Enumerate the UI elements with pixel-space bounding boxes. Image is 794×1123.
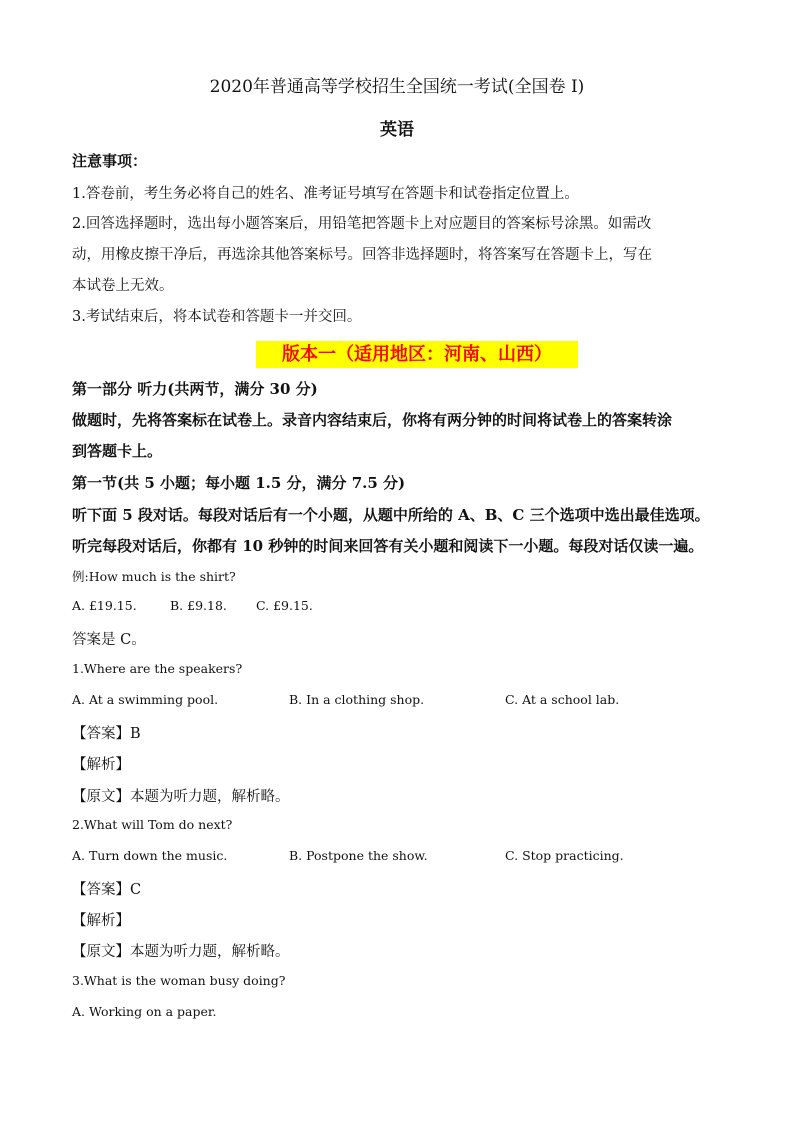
- section1-desc-line-1: 听下面 5 段对话。每段对话后有一个小题，从题中所给的 A、B、C 三个选项中选出最佳选项。: [72, 506, 710, 524]
- part1-heading: 第一部分 听力(共两节，满分 30 分): [72, 380, 318, 398]
- q1-answer: 【答案】B: [72, 726, 141, 742]
- q2-option-a: A. Turn down the music.: [72, 848, 228, 863]
- q2-option-c: C. Stop practicing.: [505, 848, 624, 863]
- subject-title: 英语: [380, 120, 414, 140]
- example-option-b: B. £9.18.: [170, 598, 227, 613]
- q1-option-c: C. At a school lab.: [505, 692, 620, 707]
- q1-analysis: 【解析】: [72, 757, 130, 773]
- question-2: 2.What will Tom do next?: [72, 817, 233, 832]
- example-option-a: A. £19.15.: [72, 598, 137, 613]
- question-3: 3.What is the woman busy doing?: [72, 973, 286, 988]
- section1-heading: 第一节(共 5 小题；每小题 1.5 分，满分 7.5 分): [72, 474, 406, 492]
- notice-heading: 注意事项：: [72, 152, 148, 170]
- q2-option-b: B. Postpone the show.: [289, 848, 428, 863]
- notice-item-3: 3.考试结束后，将本试卷和答题卡一并交回。: [72, 309, 362, 325]
- exam-title: 2020年普通高等学校招生全国统一考试(全国卷 I): [209, 77, 585, 97]
- question-1: 1.Where are the speakers?: [72, 661, 243, 676]
- q1-option-b: B. In a clothing shop.: [289, 692, 425, 707]
- notice-item-2-line-2: 动，用橡皮擦干净后，再选涂其他答案标号。回答非选择题时，将答案写在答题卡上，写在: [72, 247, 652, 263]
- example-question: 例:How much is the shirt?: [72, 569, 236, 584]
- notice-item-2-line-1: 2.回答选择题时，选出每小题答案后，用铅笔把答题卡上对应题目的答案标号涂黑。如需改: [72, 216, 652, 232]
- version-banner: 版本一（适用地区：河南、山西）: [256, 341, 578, 368]
- example-option-c: C. £9.15.: [256, 598, 313, 613]
- notice-item-1: 1.答卷前，考生务必将自己的姓名、准考证号填写在答题卡和试卷指定位置上。: [72, 186, 579, 202]
- section1-desc-line-2: 听完每段对话后，你都有 10 秒钟的时间来回答有关小题和阅读下一小题。每段对话仅读一遍。: [72, 537, 704, 555]
- part1-desc-line-1: 做题时，先将答案标在试卷上。录音内容结束后，你将有两分钟的时间将试卷上的答案转涂: [72, 411, 673, 429]
- q3-option-a: A. Working on a paper.: [72, 1004, 217, 1019]
- q1-original: 【原文】本题为听力题，解析略。: [72, 789, 290, 805]
- q2-answer: 【答案】C: [72, 882, 142, 898]
- notice-item-2-line-3: 本试卷上无效。: [72, 278, 174, 294]
- q2-analysis: 【解析】: [72, 913, 130, 929]
- example-answer: 答案是 C。: [72, 632, 146, 648]
- q1-option-a: A. At a swimming pool.: [72, 692, 219, 707]
- q2-original: 【原文】本题为听力题，解析略。: [72, 944, 290, 960]
- part1-desc-line-2: 到答题卡上。: [72, 442, 163, 460]
